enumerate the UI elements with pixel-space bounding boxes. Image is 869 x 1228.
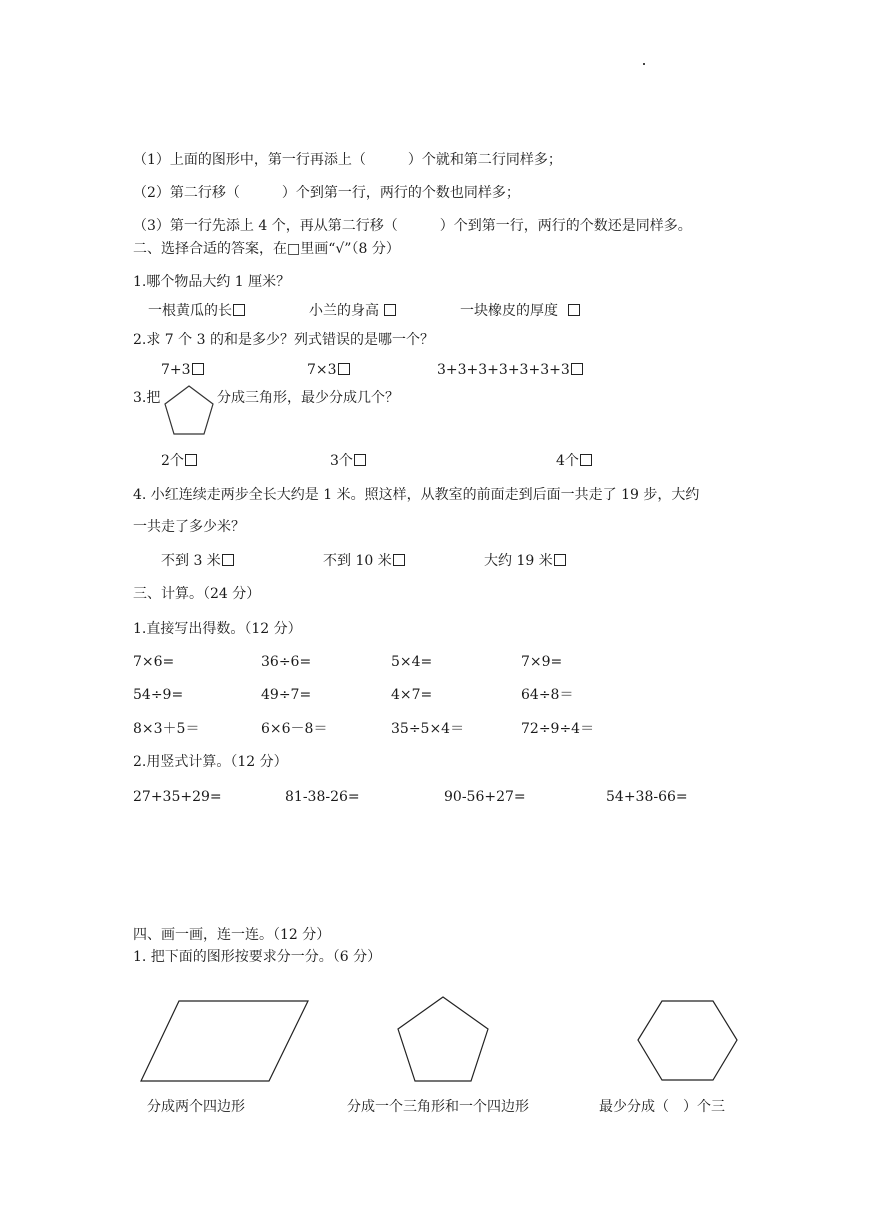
checkbox[interactable] [222,554,234,566]
oral-item: 8×3＋5＝ [133,721,200,737]
oral-item: 72÷9÷4＝ [521,721,595,737]
s2-q2-option-3[interactable]: 3+3+3+3+3+3+3 [437,361,583,379]
checkbox[interactable] [233,304,245,316]
s2-q3-option-2[interactable]: 3个 [330,452,366,470]
caption-pentagon: 分成一个三角形和一个四边形 [347,1099,529,1115]
s2-q4-option-2[interactable]: 不到 10 米 [323,552,405,570]
s2-q3-option-1[interactable]: 2个 [161,452,197,470]
s2-q2-option-2[interactable]: 7×3 [307,361,350,379]
vertical-item: 54+38-66= [606,789,688,805]
s2-q4-option-1[interactable]: 不到 3 米 [161,552,234,570]
checkbox[interactable] [393,554,405,566]
s3-sub-2: 2.用竖式计算。（12 分） [133,754,288,770]
section-2-title: 二、选择合适的答案，在□里画“√”（8 分） [133,241,400,257]
caption-hexagon: 最少分成（ ）个三 [599,1099,725,1115]
s2-q1-text: 1.哪个物品大约 1 厘米？ [133,274,291,290]
s1-question-2: （2）第二行移（ ）个到第一行，两行的个数也同样多； [133,185,520,201]
vertical-item: 27+35+29= [133,789,222,805]
s2-q3-prefix: 3.把 [133,390,161,406]
checkbox[interactable] [580,454,592,466]
hexagon-figure [637,1000,739,1082]
checkbox[interactable] [384,304,396,316]
oral-item: 49÷7= [261,687,312,703]
checkbox[interactable] [338,363,350,375]
s2-q1-option-3[interactable]: 一块橡皮的厚度 [460,302,580,320]
section-3-title: 三、计算。（24 分） [133,586,261,602]
pentagon-figure [163,384,215,438]
checkbox[interactable] [185,454,197,466]
s1-question-3: （3）第一行先添上 4 个，再从第二行移（ ）个到第一行，两行的个数还是同样多。 [133,218,692,234]
s2-q2-text: 2.求 7 个 3 的和是多少？列式错误的是哪一个？ [133,332,434,348]
pentagon-figure-large [395,995,491,1083]
oral-item: 35÷5×4＝ [391,721,465,737]
caption-parallelogram: 分成两个四边形 [147,1099,245,1115]
vertical-item: 90-56+27= [444,789,526,805]
oral-item: 36÷6= [261,654,312,670]
s2-q3-option-3[interactable]: 4个 [556,452,592,470]
oral-item: 7×9= [521,654,563,670]
s2-q4-line-1: 4. 小红连续走两步全长大约是 1 米。照这样，从教室的前面走到后面一共走了 19 步，大约 [133,487,700,503]
s3-sub-1: 1.直接写出得数。（12 分） [133,621,302,637]
oral-item: 6×6－8＝ [261,721,328,737]
s4-sub-1: 1. 把下面的图形按要求分一分。（6 分） [133,949,382,965]
s2-q4-option-3[interactable]: 大约 19 米 [484,552,566,570]
oral-item: 5×4= [391,654,433,670]
oral-item: 7×6= [133,654,175,670]
section-4-title: 四、画一画，连一连。（12 分） [133,927,331,943]
s2-q3-suffix: 分成三角形，最少分成几个？ [217,390,399,406]
s2-q1-option-1[interactable]: 一根黄瓜的长 [148,302,245,320]
checkbox[interactable] [568,304,580,316]
checkbox[interactable] [354,454,366,466]
s1-question-1: （1）上面的图形中，第一行再添上（ ）个就和第二行同样多； [133,152,562,168]
checkbox[interactable] [554,554,566,566]
parallelogram-figure [140,1000,310,1084]
checkbox[interactable] [571,363,583,375]
oral-item: 64÷8＝ [521,687,574,703]
checkbox[interactable] [192,363,204,375]
s2-q4-line-2: 一共走了多少米？ [133,519,245,535]
s2-q1-option-2[interactable]: 小兰的身高 [309,302,396,320]
oral-item: 4×7= [391,687,433,703]
top-mark [643,63,645,65]
s2-q2-option-1[interactable]: 7+3 [161,361,204,379]
vertical-item: 81-38-26= [285,789,360,805]
oral-item: 54÷9= [133,687,184,703]
